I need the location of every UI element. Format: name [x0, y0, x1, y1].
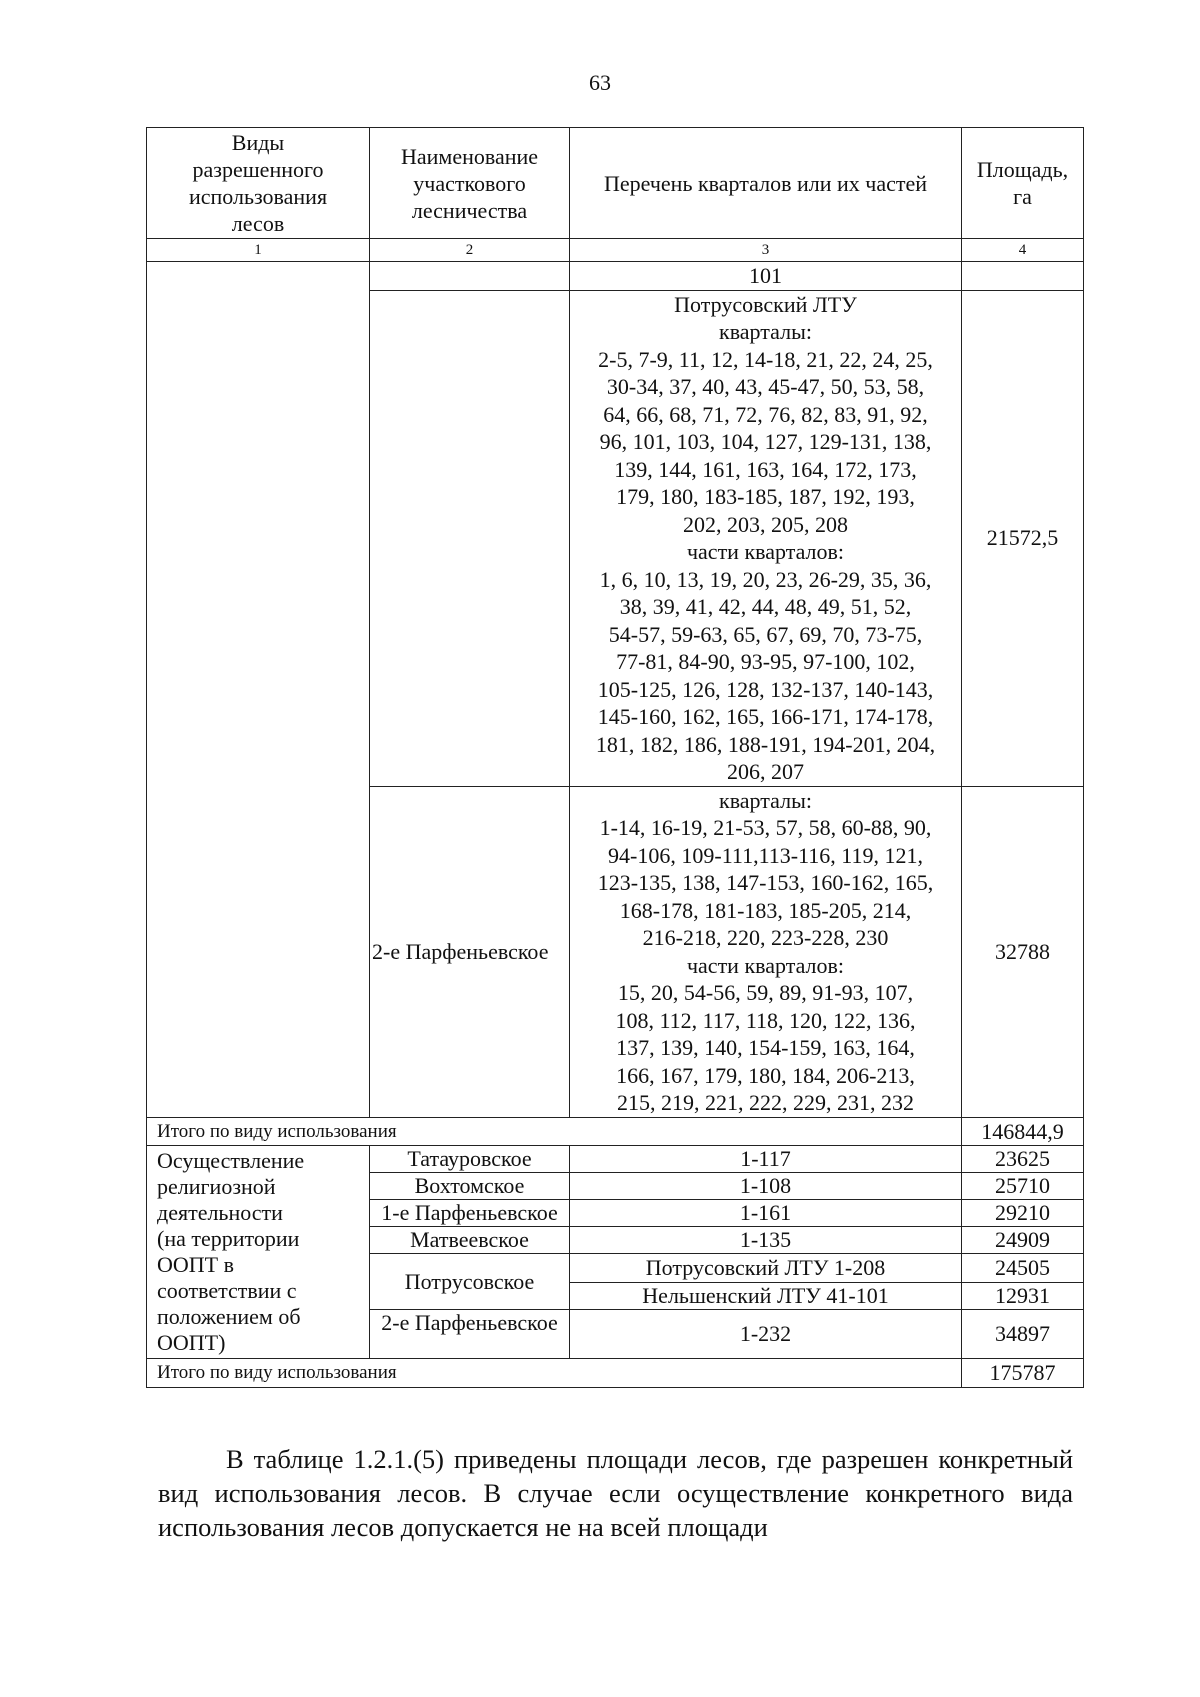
- quarters-line: 108, 112, 117, 118, 120, 122, 136,: [615, 1007, 916, 1033]
- table-header-row: [147, 128, 1084, 239]
- use-type-line: религиозной: [157, 1174, 276, 1199]
- area-cell: 25710: [962, 1173, 1084, 1200]
- forestry-cell: Потрусовское: [370, 1254, 570, 1310]
- total-value: 175787: [962, 1359, 1084, 1388]
- use-type-religious: [147, 1146, 370, 1359]
- quarters-line: 168-178, 181-183, 185-205, 214,: [619, 897, 912, 923]
- quarters-line: 202, 203, 205, 208: [683, 511, 848, 537]
- quarters-line: Потрусовский ЛТУ: [674, 291, 857, 317]
- quarters-line: 139, 144, 161, 163, 164, 172, 173,: [614, 456, 917, 482]
- quarters-line: 206, 207: [727, 759, 804, 784]
- forest-use-table: [146, 127, 1084, 1388]
- total-row: [147, 1359, 1084, 1388]
- quarters-line: части кварталов:: [686, 539, 845, 564]
- quarters-cell: Нельшенский ЛТУ 41-101: [570, 1283, 962, 1310]
- forestry-cell-empty: [370, 262, 570, 291]
- forestry-cell: Вохтомское: [370, 1173, 570, 1200]
- quarters-cell: 1-117: [570, 1146, 962, 1173]
- quarters-line: кварталы:: [719, 787, 812, 813]
- column-number: 1: [147, 239, 370, 262]
- quarters-line: кварталы:: [719, 319, 812, 344]
- quarters-line: 1, 6, 10, 13, 19, 20, 23, 26-29, 35, 36,: [599, 566, 932, 592]
- quarters-line: 15, 20, 54-56, 59, 89, 91-93, 107,: [617, 980, 914, 1005]
- use-type-line: положением об: [157, 1304, 301, 1329]
- page-number: 63: [589, 70, 611, 95]
- use-type-line: ООПТ в: [157, 1252, 234, 1277]
- area-cell: 12931: [962, 1283, 1084, 1310]
- quarters-cell: Потрусовский ЛТУ 1-208: [570, 1254, 962, 1283]
- forestry-cell: 2-е Парфеньевское: [370, 1310, 570, 1359]
- column-number-row: [147, 239, 1084, 262]
- header-quarters: Перечень кварталов или их частей: [570, 128, 962, 239]
- area-cell: 21572,5: [962, 290, 1084, 786]
- quarters-line: 64, 66, 68, 71, 72, 76, 82, 83, 91, 92,: [603, 401, 928, 427]
- quarters-line: 123-135, 138, 147-153, 160-162, 165,: [597, 870, 934, 895]
- quarters-line: 179, 180, 183-185, 187, 192, 193,: [616, 484, 915, 509]
- area-cell: 34897: [962, 1310, 1084, 1359]
- use-type-line: соответствии с: [157, 1278, 297, 1303]
- total-label: Итого по виду использования: [147, 1117, 962, 1146]
- column-number: 2: [370, 239, 570, 262]
- area-cell: 29210: [962, 1200, 1084, 1227]
- quarters-line: 145-160, 162, 165, 166-171, 174-178,: [597, 704, 934, 729]
- area-cell: 32788: [962, 786, 1084, 1117]
- quarters-cell: 101: [570, 262, 962, 291]
- forestry-cell: 2-е Парфеньевское: [370, 786, 570, 1117]
- body-paragraph: В таблице 1.2.1.(5) приведены площади лесов, где разрешен конкретный вид использования лесов. В случае если осуществление конкретного вида использования лесов допускается не на всей площади: [158, 1444, 1073, 1542]
- total-value: 146844,9: [962, 1117, 1084, 1146]
- use-type-line: Осуществление: [157, 1148, 305, 1173]
- use-type-line: (на территории: [157, 1226, 300, 1251]
- quarters-line: 137, 139, 140, 154-159, 163, 164,: [616, 1035, 915, 1060]
- header-area: Площадь, га: [962, 128, 1084, 239]
- quarters-line: части кварталов:: [686, 952, 845, 978]
- header-use-type: Виды разрешенного использования лесов: [147, 128, 370, 239]
- quarters-cell: 1-108: [570, 1173, 962, 1200]
- area-cell: 24505: [962, 1254, 1084, 1283]
- table-row: [147, 262, 1084, 291]
- quarters-line: 94-106, 109-111,113-116, 119, 121,: [608, 842, 923, 868]
- use-type-cell-empty: [147, 262, 370, 1118]
- total-row: [147, 1117, 1084, 1146]
- header-forestry: Наименование участкового лесничества: [370, 128, 570, 239]
- area-cell: 24909: [962, 1227, 1084, 1254]
- quarters-line: 54-57, 59-63, 65, 67, 69, 70, 73-75,: [608, 621, 923, 647]
- forestry-cell: Татауровское: [370, 1146, 570, 1173]
- area-cell: 23625: [962, 1146, 1084, 1173]
- quarters-cell: 1-161: [570, 1200, 962, 1227]
- quarters-line: 1-14, 16-19, 21-53, 57, 58, 60-88, 90,: [599, 815, 932, 840]
- area-cell-empty: [962, 262, 1084, 291]
- table-row: [147, 1146, 1084, 1173]
- quarters-cell-potrusovsky: [570, 290, 962, 786]
- quarters-line: 77-81, 84-90, 93-95, 97-100, 102,: [616, 649, 915, 674]
- forestry-cell: 1-е Парфеньевское: [370, 1200, 570, 1227]
- total-label: Итого по виду использования: [147, 1359, 962, 1388]
- quarters-line: 38, 39, 41, 42, 44, 48, 49, 51, 52,: [619, 594, 912, 619]
- quarters-cell-parfenievskoe-2: [570, 786, 962, 1117]
- column-number: 4: [962, 239, 1084, 262]
- quarters-line: 105-125, 126, 128, 132-137, 140-143,: [597, 676, 934, 702]
- quarters-line: 166, 167, 179, 180, 184, 206-213,: [616, 1062, 915, 1088]
- forestry-cell-empty: [370, 290, 570, 786]
- quarters-line: 96, 101, 103, 104, 127, 129-131, 138,: [599, 429, 932, 454]
- use-type-line: деятельности: [157, 1200, 283, 1225]
- quarters-line: 2-5, 7-9, 11, 12, 14-18, 21, 22, 24, 25,: [598, 346, 933, 372]
- quarters-line: 216-218, 220, 223-228, 230: [642, 925, 889, 950]
- use-type-line: ООПТ): [157, 1330, 226, 1355]
- quarters-line: 30-34, 37, 40, 43, 45-47, 50, 53, 58,: [606, 374, 925, 399]
- forestry-cell: Матвеевское: [370, 1227, 570, 1254]
- quarters-line: 181, 182, 186, 188-191, 194-201, 204,: [595, 731, 936, 757]
- quarters-cell: 1-135: [570, 1227, 962, 1254]
- quarters-line: 215, 219, 221, 222, 229, 231, 232: [617, 1090, 914, 1115]
- column-number: 3: [570, 239, 962, 262]
- quarters-cell: 1-232: [570, 1310, 962, 1359]
